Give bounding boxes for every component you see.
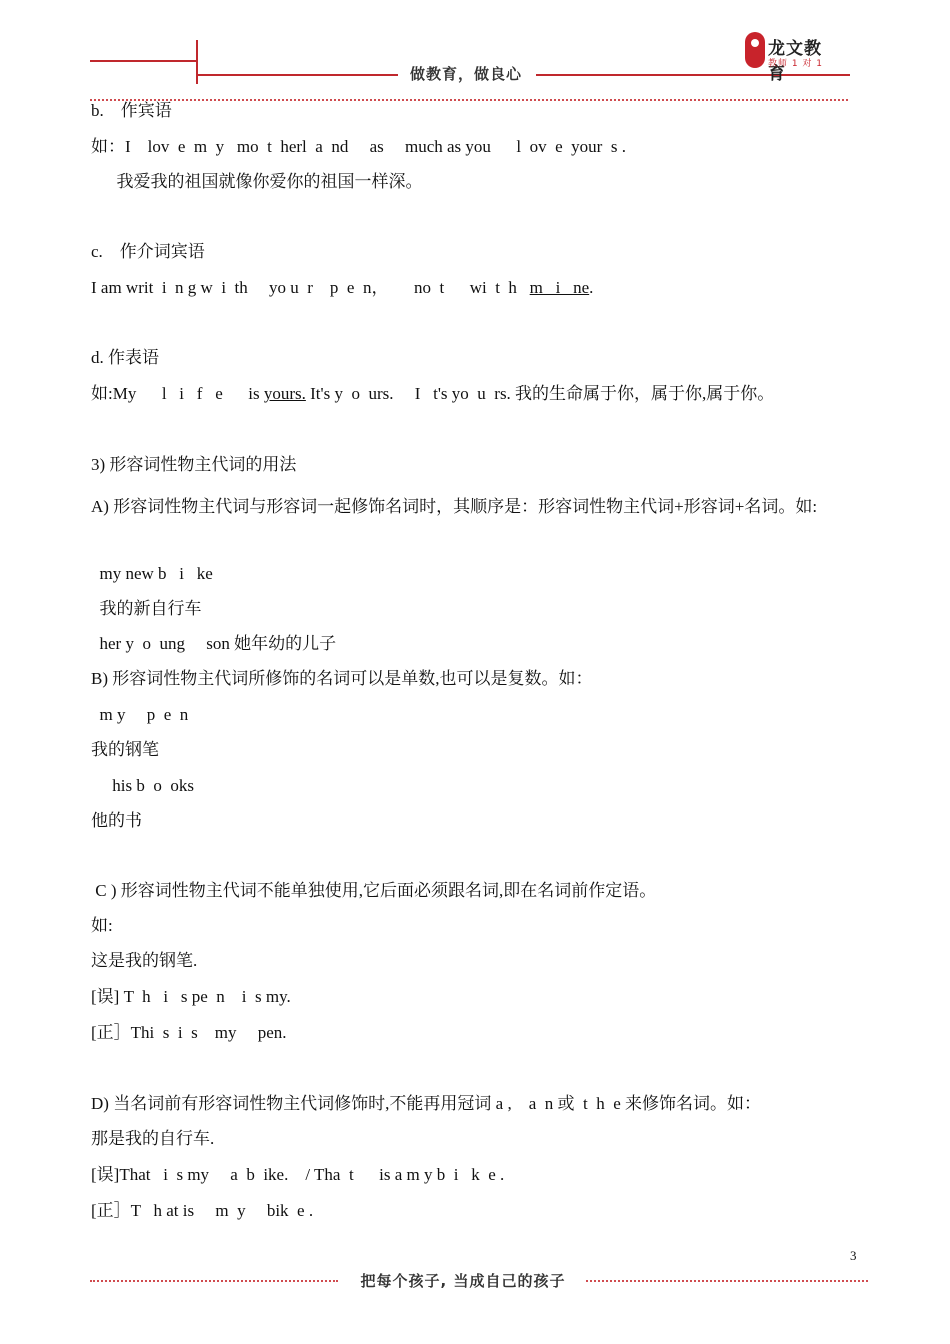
underlined-word: yours. bbox=[263, 384, 306, 403]
text-line: c. 作介词宾语 bbox=[91, 242, 205, 261]
text-line: [误] T h i s pe n i s my. bbox=[91, 987, 291, 1006]
text-line: D) 当名词前有形容词性物主代词修饰时,不能再用冠词 a , a n 或 t h e 来修饰名词。如： bbox=[91, 1094, 762, 1113]
text-segment: 如:My l i f e is bbox=[91, 384, 264, 403]
header-rule-mid bbox=[198, 74, 398, 76]
text-line: her y o ung son 她年幼的儿子 bbox=[91, 634, 337, 653]
text-line: my new b i ke bbox=[91, 564, 213, 583]
text-line: 3) 形容词性物主代词的用法 bbox=[91, 455, 297, 474]
text-line: 那是我的自行车. bbox=[91, 1129, 215, 1148]
brand-logo bbox=[745, 32, 835, 84]
logo-mark-icon bbox=[745, 32, 765, 68]
text-line: 我的钢笔 bbox=[91, 740, 159, 759]
header-slogan: 做教育，做良心 bbox=[398, 63, 534, 84]
text-line: C ) 形容词性物主代词不能单独使用,它后面必须跟名词,即在名词前作定语。 bbox=[91, 881, 657, 900]
page-number: 3 bbox=[850, 1248, 857, 1263]
text-line: 如：I lov e m y mo t herl a nd as much as you l ov e your s . bbox=[91, 137, 626, 156]
text-line: his b o oks bbox=[91, 776, 194, 795]
text-segment: I am writ i n g w i th yo u r p e n， no t wi t h bbox=[91, 278, 530, 297]
text-segment: . bbox=[589, 278, 594, 297]
text-line bbox=[91, 382, 871, 406]
footer-dotted-rule-right bbox=[586, 1280, 868, 1282]
text-line: [误]That i s my a b ike. / Tha t is a m y b i k e . bbox=[91, 1165, 505, 1184]
text-line: [正］T h at is m y bik e . bbox=[91, 1201, 314, 1220]
text-segment: It's y o urs. I t's yo u rs. 我的生命属于你，属于你,属于你。 bbox=[305, 384, 775, 403]
text-paragraph: A) 形容词性物主代词与形容词一起修饰名词时，其顺序是：形容词性物主代词+形容词+名词。如: bbox=[91, 497, 818, 516]
text-line: 他的书 bbox=[91, 811, 142, 830]
logo-subtitle: 教师 1 对 1 bbox=[768, 59, 824, 69]
text-line bbox=[91, 276, 871, 300]
text-line: B) 形容词性物主代词所修饰的名词可以是单数,也可以是复数。如： bbox=[91, 669, 593, 688]
text-line: m y p e n bbox=[91, 705, 189, 724]
text-line: 我爱我的祖国就像你爱你的祖国一样深。 bbox=[91, 172, 423, 191]
text-line: d. 作表语 bbox=[91, 348, 159, 367]
footer-dotted-rule-left bbox=[90, 1280, 338, 1282]
logo-name: 龙文教育 bbox=[768, 39, 822, 84]
footer-slogan: 把每个孩子, 当成自己的孩子 bbox=[360, 1272, 566, 1290]
text-line: 如: bbox=[91, 916, 113, 935]
header-rule-tick bbox=[196, 40, 198, 84]
text-line: 这是我的钢笔. bbox=[91, 951, 198, 970]
header-rule-left bbox=[90, 60, 196, 62]
text-line: b. 作宾语 bbox=[91, 101, 172, 120]
text-line: [正］Thi s i s my pen. bbox=[91, 1023, 287, 1042]
underlined-word: m i ne bbox=[529, 278, 590, 297]
text-line: 我的新自行车 bbox=[91, 599, 202, 618]
